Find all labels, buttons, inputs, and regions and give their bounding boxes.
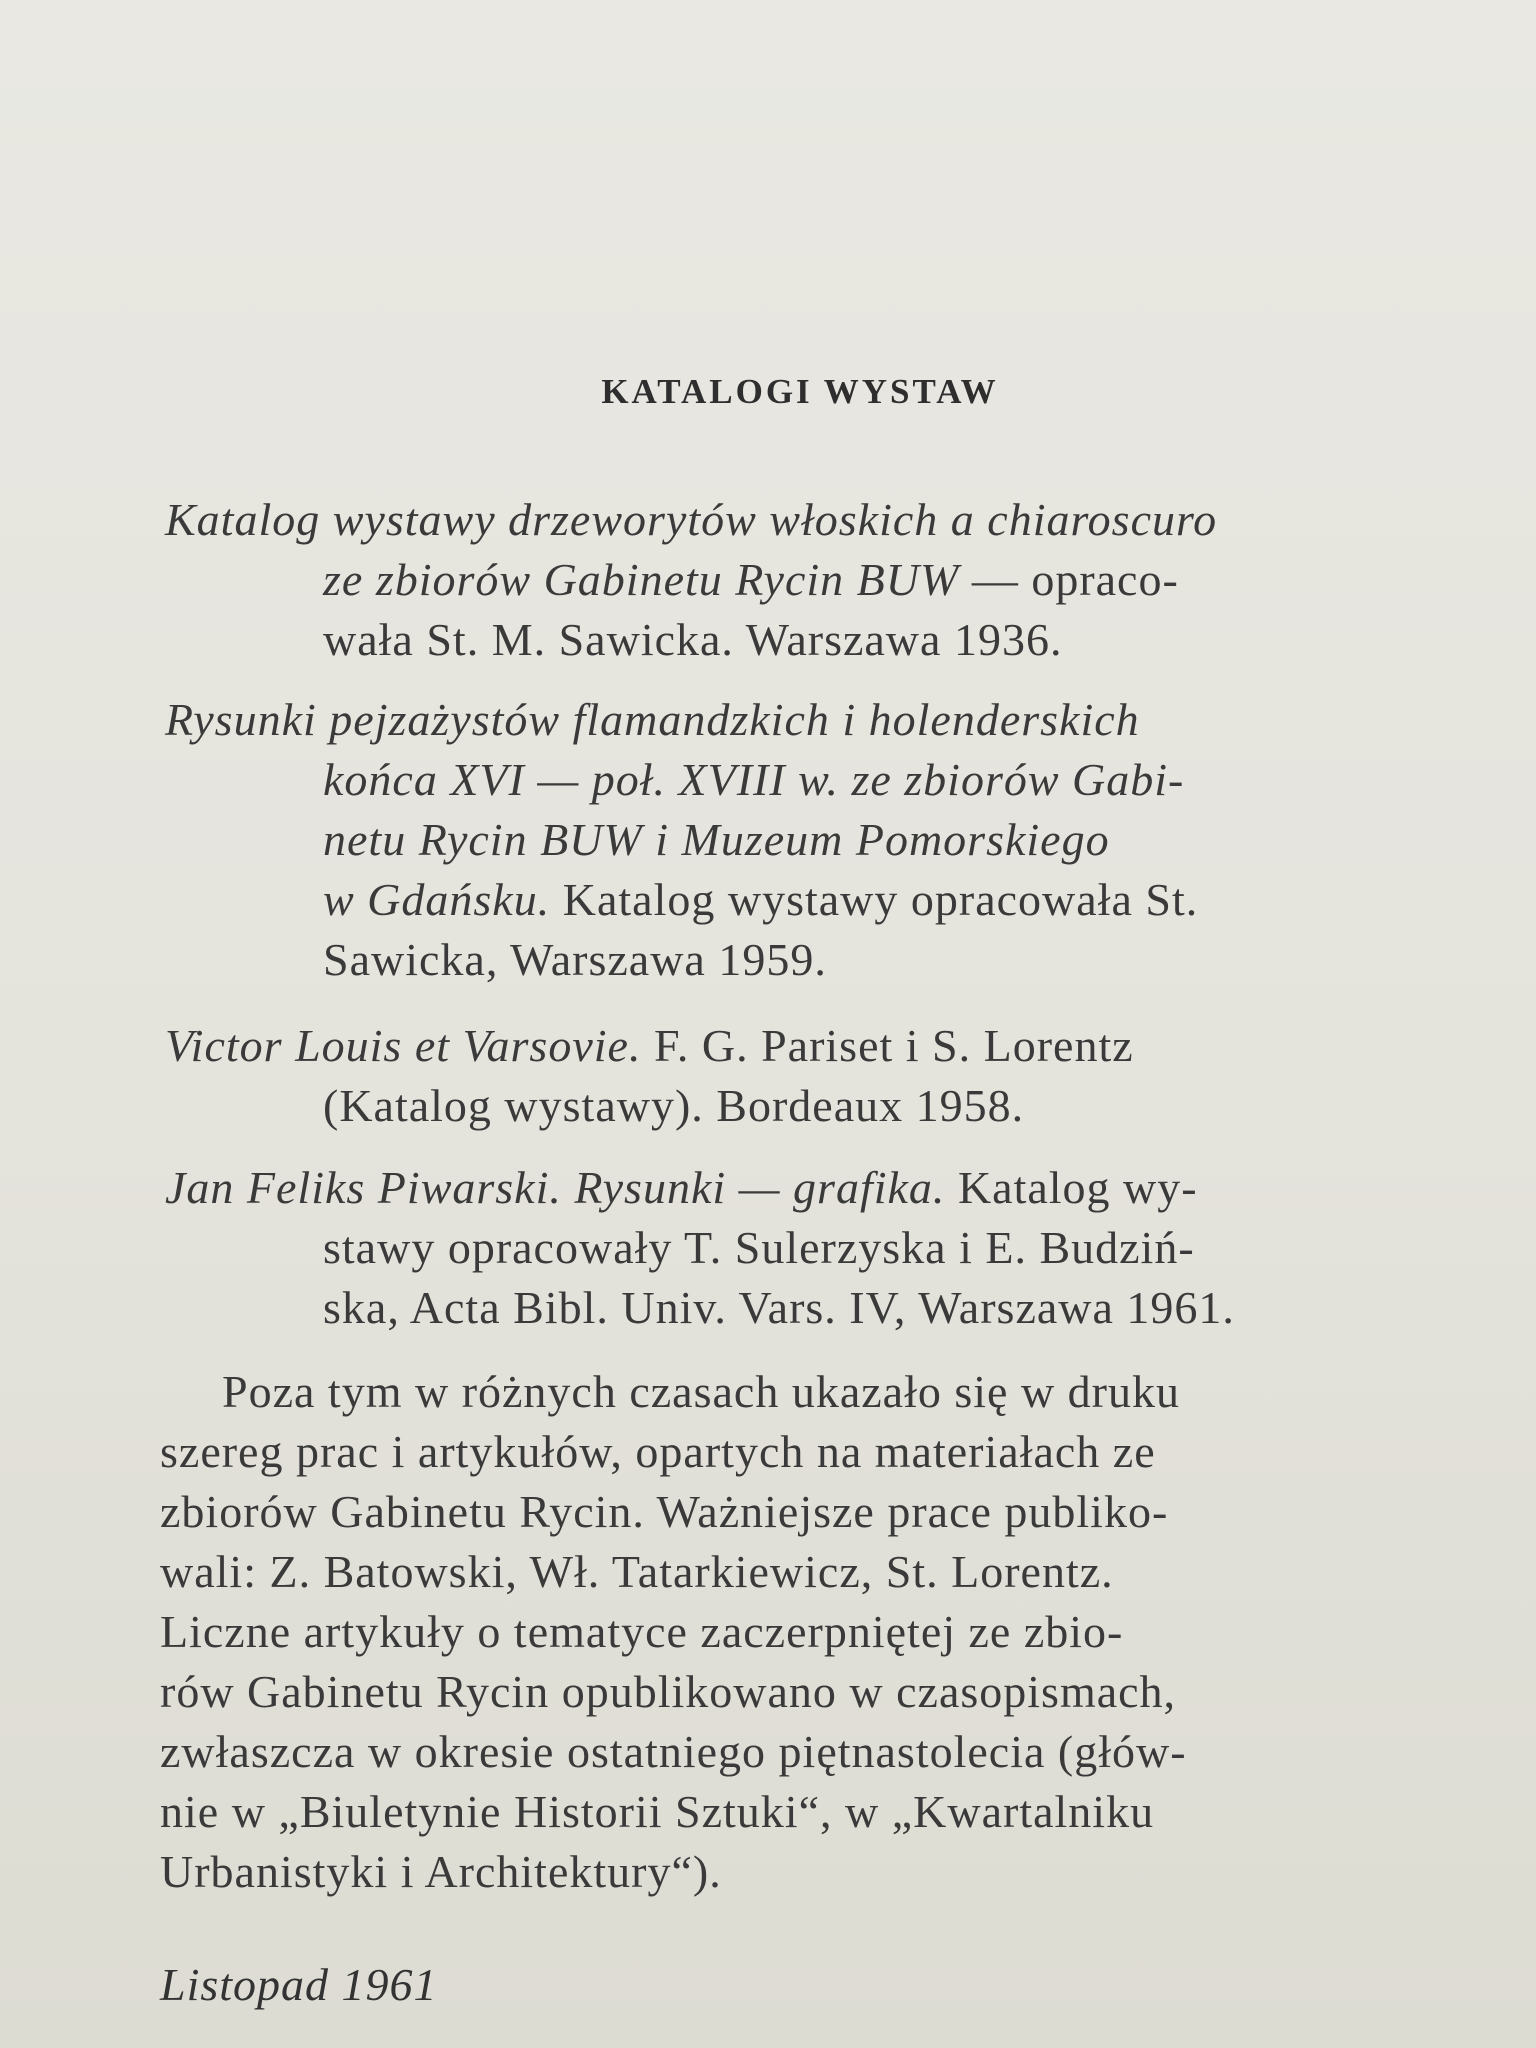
catalog-entry-2 xyxy=(165,690,1430,990)
entry-text: Katalog wy- xyxy=(945,1162,1198,1213)
entry-line xyxy=(165,690,1430,750)
entry-line xyxy=(165,1076,1430,1136)
entry-title-text: Katalog wystawy drzeworytów włoskich a chiaroscuro xyxy=(165,494,1218,545)
entry-text: stawy opracowały T. Sulerzyska i E. Budziń- xyxy=(323,1222,1195,1273)
catalog-entry-3 xyxy=(165,1016,1430,1136)
entry-line xyxy=(165,870,1430,930)
entry-line xyxy=(165,750,1430,810)
entry-line xyxy=(165,810,1430,870)
entry-line xyxy=(165,1158,1430,1218)
entry-text: Katalog wystawy opracowała St. xyxy=(550,874,1199,925)
paragraph-line: nie w „Biuletynie Historii Sztuki“, w „Kwartalniku xyxy=(160,1786,1155,1837)
entry-text: F. G. Pariset i S. Lorentz xyxy=(641,1020,1134,1071)
entry-title-text: ze zbiorów Gabinetu Rycin BUW xyxy=(323,554,960,605)
entry-line xyxy=(165,1016,1430,1076)
catalog-entry-4 xyxy=(165,1158,1430,1338)
entry-line xyxy=(165,1218,1430,1278)
entry-line xyxy=(165,490,1430,550)
closing-paragraph xyxy=(160,1362,1430,1902)
paragraph-line: szereg prac i artykułów, opartych na materiałach ze xyxy=(160,1426,1156,1477)
entry-text: Sawicka, Warszawa 1959. xyxy=(323,934,827,985)
entry-line xyxy=(165,930,1430,990)
entry-title-text: Rysunki pejzażystów flamandzkich i holenderskich xyxy=(165,694,1140,745)
paragraph-line: Poza tym w różnych czasach ukazało się w druku xyxy=(222,1366,1181,1417)
paragraph-line: zwłaszcza w okresie ostatniego piętnastolecia (głów- xyxy=(160,1726,1187,1777)
entry-title-text: netu Rycin BUW i Muzeum Pomorskiego xyxy=(323,814,1110,865)
date-signoff: Listopad 1961 xyxy=(160,1959,438,2010)
paragraph-line: Urbanistyki i Architektury“). xyxy=(160,1846,722,1897)
paragraph-line: Liczne artykuły o tematyce zaczerpniętej ze zbio- xyxy=(160,1606,1124,1657)
paragraph-line: zbiorów Gabinetu Rycin. Ważniejsze prace publiko- xyxy=(160,1486,1169,1537)
entry-text: (Katalog wystawy). Bordeaux 1958. xyxy=(323,1080,1025,1131)
catalog-entry-1 xyxy=(165,490,1430,670)
paragraph-line: wali: Z. Batowski, Wł. Tatarkiewicz, St. Lorentz. xyxy=(160,1546,1114,1597)
entry-line xyxy=(165,610,1430,670)
entry-title-text: Jan Feliks Piwarski. Rysunki — grafika. xyxy=(165,1162,946,1213)
entry-line xyxy=(165,1278,1430,1338)
paragraph-line: rów Gabinetu Rycin opublikowano w czasopismach, xyxy=(160,1666,1177,1717)
entry-text: ska, Acta Bibl. Univ. Vars. IV, Warszawa 1961. xyxy=(323,1282,1235,1333)
entry-text: wała St. M. Sawicka. Warszawa 1936. xyxy=(323,614,1063,665)
section-heading: KATALOGI WYSTAW xyxy=(601,372,999,411)
entry-text: — opraco- xyxy=(959,554,1179,605)
entry-title-text: Victor Louis et Varsovie. xyxy=(165,1020,642,1071)
entry-line xyxy=(165,550,1430,610)
entry-title-text: w Gdańsku. xyxy=(323,874,551,925)
entry-title-text: końca XVI — poł. XVIII w. ze zbiorów Gabi- xyxy=(323,754,1185,805)
